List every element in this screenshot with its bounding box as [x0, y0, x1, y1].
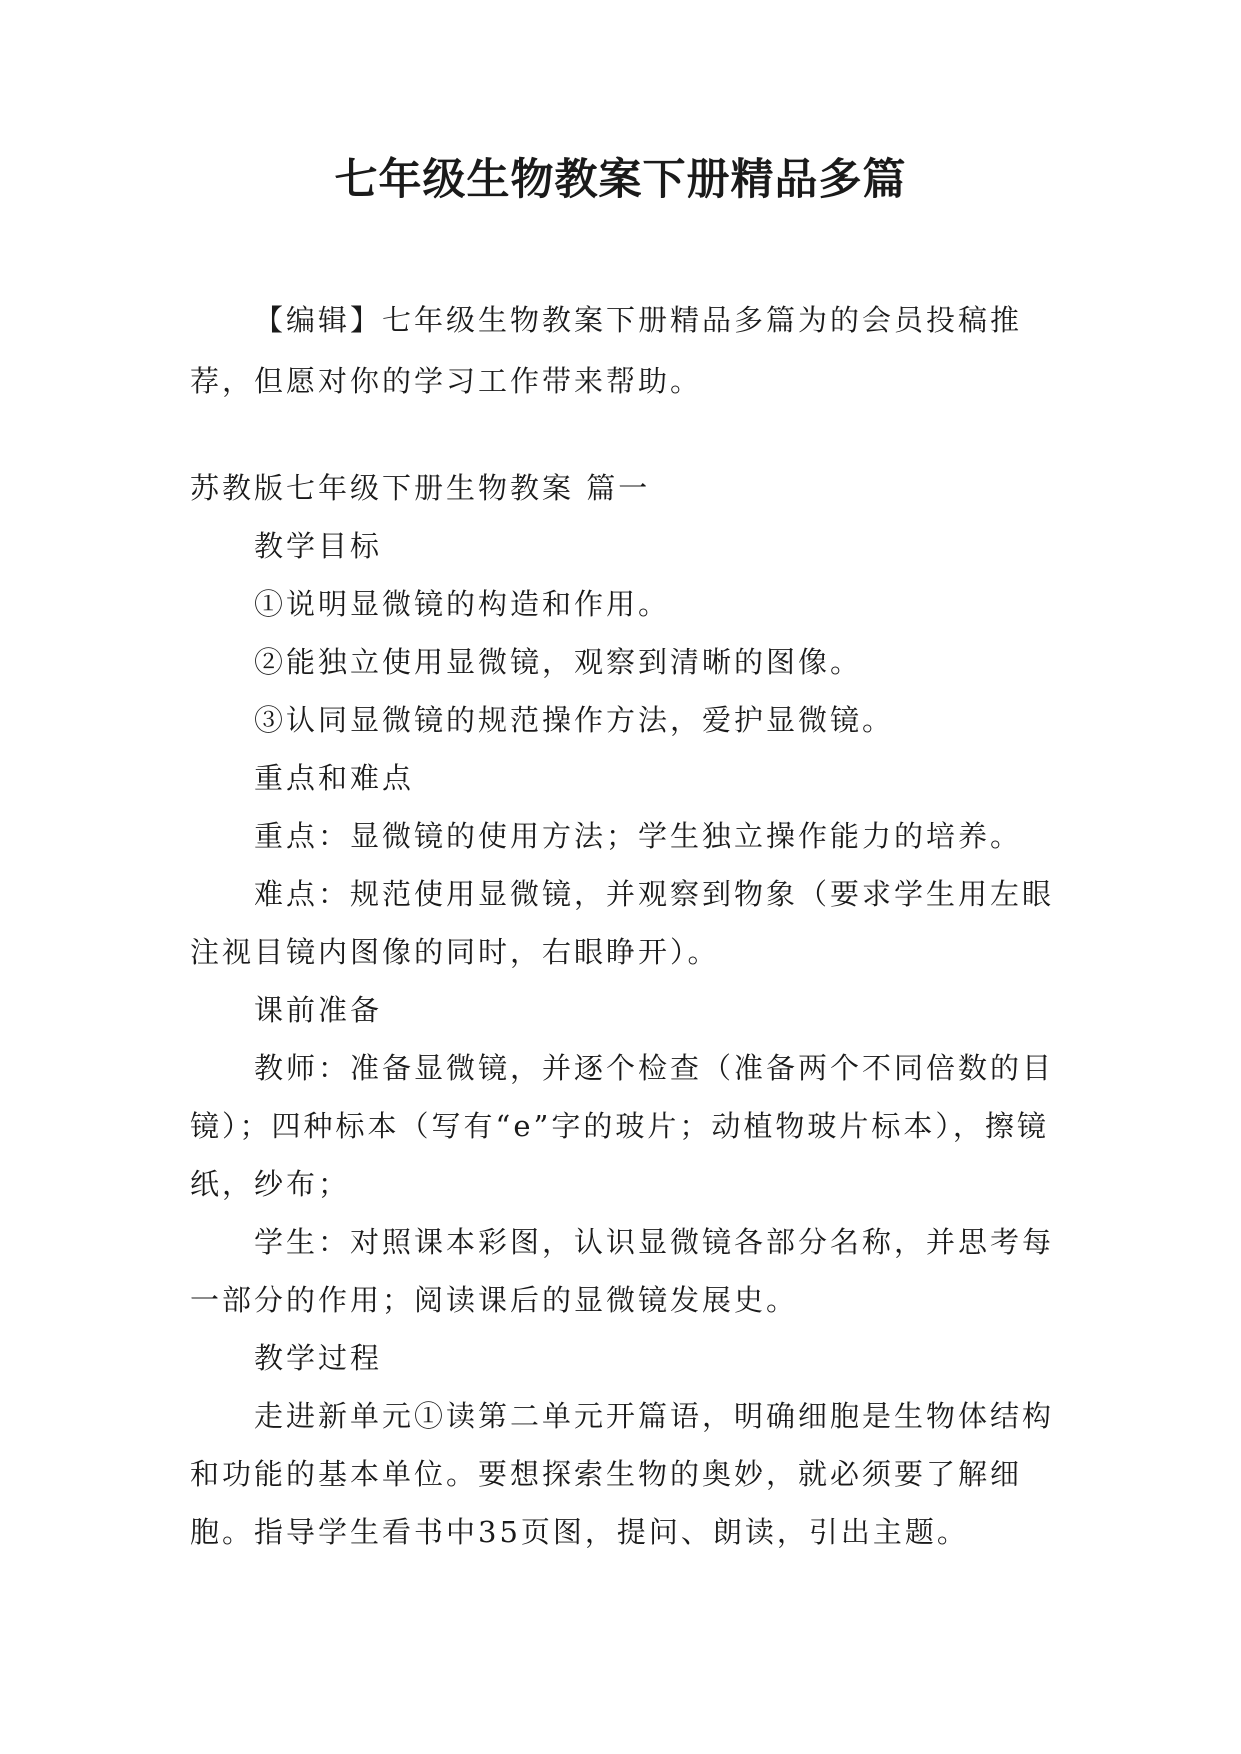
body-paragraph: 学生：对照课本彩图，认识显微镜各部分名称，并思考每一部分的作用；阅读课后的显微镜发展史。 — [190, 1225, 1055, 1317]
body-paragraph: ②能独立使用显微镜，观察到清晰的图像。 — [254, 645, 863, 679]
body-paragraph: 走进新单元①读第二单元开篇语，明确细胞是生物体结构和功能的基本单位。要想探索生物的奥妙，就必须要了解细胞。指导学生看书中35页图，提问、朗读，引出主题。 — [190, 1399, 1055, 1549]
body-paragraph: 难点：规范使用显微镜，并观察到物象（要求学生用左眼注视目镜内图像的同时，右眼睁开）。 — [190, 877, 1055, 969]
intro-paragraph: 【编辑】七年级生物教案下册精品多篇为的会员投稿推荐，但愿对你的学习工作带来帮助。 — [190, 303, 1023, 398]
document-body — [190, 459, 1060, 1561]
body-paragraph: 教学目标 — [254, 529, 383, 563]
body-paragraph: ①说明显微镜的构造和作用。 — [254, 587, 671, 621]
body-paragraph: 教师：准备显微镜，并逐个检查（准备两个不同倍数的目镜）；四种标本（写有“e”字的玻片；动植物玻片标本），擦镜纸，纱布； — [190, 1051, 1055, 1201]
body-paragraph: ③认同显微镜的规范操作方法，爱护显微镜。 — [254, 703, 895, 737]
body-paragraph: 教学过程 — [254, 1341, 383, 1375]
body-paragraph: 课前准备 — [254, 993, 383, 1027]
body-paragraph: 重点和难点 — [254, 761, 415, 795]
document-title: 七年级生物教案下册精品多篇 — [334, 155, 907, 205]
section-heading: 苏教版七年级下册生物教案 篇一 — [190, 471, 651, 505]
body-paragraph: 重点：显微镜的使用方法；学生独立操作能力的培养。 — [254, 819, 1023, 853]
